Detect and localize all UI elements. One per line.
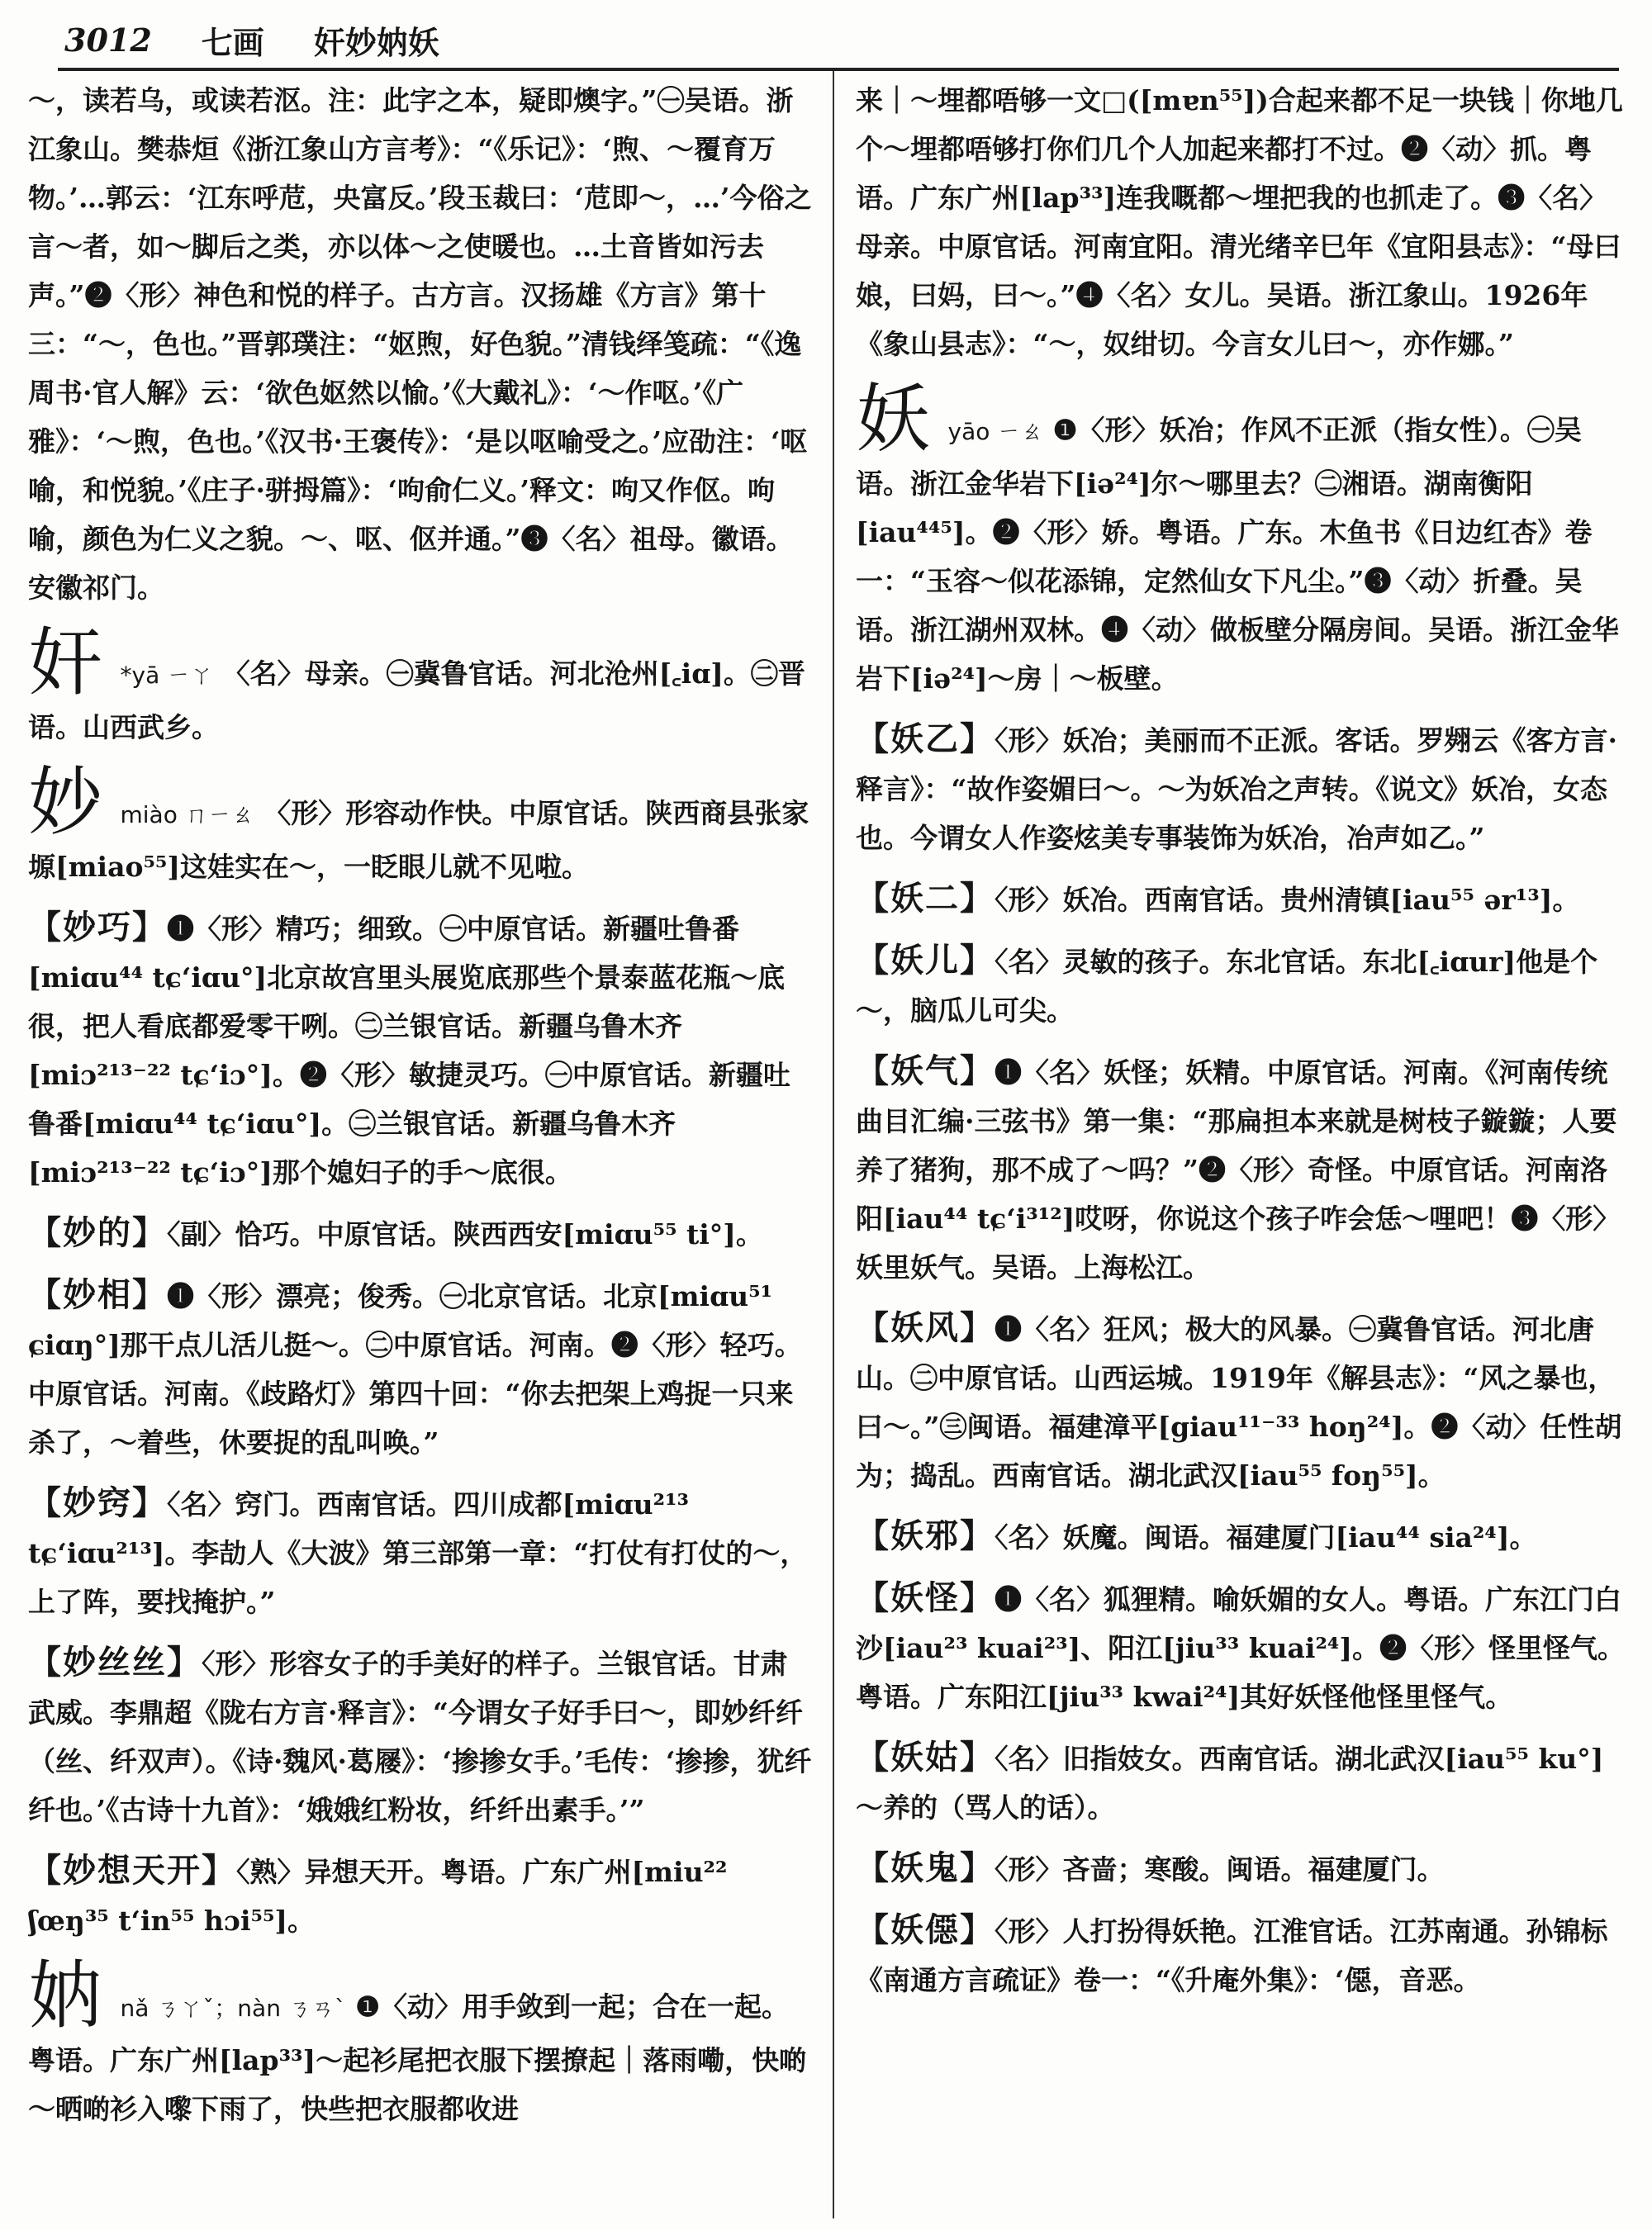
definition: 〈形〉形容动作快。中原官话。陕西商县张家塬[miao⁵⁵]这娃实在～，一眨眼儿就不见啦。 <box>28 797 809 883</box>
sub-entry <box>856 1046 1628 1292</box>
sub-headword: 【妙想天开】 <box>28 1851 236 1890</box>
definition: 〈副〉恰巧。中原官话。陕西西安[miɑu⁵⁵ ti°]。 <box>167 1218 763 1250</box>
sub-entry <box>856 1733 1628 1832</box>
pinyin: miào ㄇㄧㄠ <box>120 801 254 828</box>
stroke-section: 七画 <box>201 23 264 61</box>
definition: 〈名〉母亲。㊀冀鲁官话。河北沧州[꜀iɑ]。㊁晋语。山西武乡。 <box>28 657 805 743</box>
sub-headword: 【妖邪】 <box>856 1516 995 1555</box>
sub-headword: 【妖儿】 <box>856 941 995 980</box>
definition: 〈名〉灵敏的孩子。东北官话。东北[꜀iɑur]他是个～，脑瓜儿可尖。 <box>856 946 1598 1027</box>
sub-entry <box>856 1573 1628 1721</box>
sub-entry <box>28 1846 813 1945</box>
continued-entry: 来｜～埋都唔够一文□([mɐn⁵⁵])合起来都不足一块钱｜你地几个～埋都唔够打你们几个人加起来都打不过。❷〈动〉抓。粤语。广东广州[lap³³]连我嘅都～埋把我的也抓走了。❸〈名〉母亲。中原官话。河南宜阳。清光绪辛巳年《宜阳县志》：“母曰娘，曰妈，曰～。”❹〈名〉女儿。吴语。浙江象山。1926年《象山县志》：“～，奴绀切。今言女儿曰～，亦作娜。” <box>856 84 1623 360</box>
left-column <box>28 76 813 2215</box>
pinyin: nǎ ㄋㄚˇ；nàn ㄋㄢˋ <box>120 1995 346 2022</box>
sub-entry <box>856 1511 1628 1562</box>
entry-block <box>28 759 813 891</box>
definition: 〈熟〉异想天开。粤语。广东广州[miu²² ʃœŋ³⁵ tʻin⁵⁵ hɔi⁵⁵]。 <box>28 1856 728 1937</box>
sub-entry <box>28 1478 813 1626</box>
sub-headword: 【妙丝丝】 <box>28 1643 202 1682</box>
right-column <box>856 76 1628 2215</box>
page-number: 3012 <box>64 21 152 59</box>
headword: 奸 <box>28 619 102 706</box>
sub-headword: 【妖风】 <box>856 1308 995 1347</box>
headword: 妖 <box>856 376 930 463</box>
definition: ❶〈名〉狂风；极大的风暴。㊀冀鲁官话。河北唐山。㊁中原官话。山西运城。1919年《解县志》：“风之暴也，曰～。”㊂闽语。福建漳平[giau¹¹⁻³³ hoŋ²⁴]。❷〈动〉任性胡为；捣乱。西南官话。湖北武汉[iau⁵⁵ foŋ⁵⁵]。 <box>856 1313 1622 1492</box>
definition: 〈形〉形容女子的手美好的样子。兰银官话。甘肃武威。李鼎超《陇右方言·释言》：“今谓女子好手曰～，即妙纤纤（丝、纤双声）。《诗·魏风·葛屦》：‘掺掺女手。’毛传：‘掺掺，犹纤纤也。’《古诗十九首》：‘娥娥红粉妆，纤纤出素手。’” <box>28 1648 812 1826</box>
sub-entry <box>856 1303 1628 1500</box>
sub-entry <box>28 1638 813 1834</box>
sub-headword: 【妖乙】 <box>856 719 995 758</box>
definition: ❶〈形〉漂亮；俊秀。㊀北京官话。北京[miɑu⁵¹ ɕiɑŋ°]那干点儿活儿挺～。㊁中原官话。河南。❷〈形〉轻巧。中原官话。河南。《歧路灯》第四十回：“你去把架上鸡捉一只来杀了，～着些，休要捉的乱叫唤。” <box>28 1280 802 1459</box>
sub-entry <box>856 1905 1628 2005</box>
sub-entry <box>856 936 1628 1035</box>
definition: ❶〈形〉精巧；细致。㊀中原官话。新疆吐鲁番[miɑu⁴⁴ tɕʻiɑu°]北京故宫里头展览底那些个景泰蓝花瓶～底很，把人看底都爱零干咧。㊁兰银官话。新疆乌鲁木齐[miɔ²¹³⁻²² tɕʻiɔ°]。❷〈形〉敏捷灵巧。㊀中原官话。新疆吐鲁番[miɑu⁴⁴ tɕʻiɑu°]。㊁兰银官话。新疆乌鲁木齐[miɔ²¹³⁻²² tɕʻiɔ°]那个媳妇子的手～底很。 <box>28 913 790 1189</box>
sub-entry <box>856 874 1628 924</box>
definition: 〈形〉妖冶；美丽而不正派。客话。罗翙云《客方言·释言》：“故作姿媚曰～。～为妖冶之声转。《说文》妖冶，女态也。今谓女人作姿炫美专事装饰为妖冶，冶声如乙。” <box>856 724 1617 854</box>
definition: ❶〈形〉妖冶；作风不正派（指女性）。㊀吴语。浙江金华岩下[iə²⁴]尔～哪里去？㊁湘语。湖南衡阳[iau⁴⁴⁵]。❷〈形〉娇。粤语。广东。木鱼书《日边红杏》卷一：“玉容～似花添锦，定然仙女下凡尘。”❸〈动〉折叠。吴语。浙江湖州双林。❹〈动〉做板壁分隔房间。吴语。浙江金华岩下[iə²⁴]～房｜～板壁。 <box>856 414 1619 695</box>
sub-headword: 【妖僫】 <box>856 1910 995 1949</box>
pinyin: *yā ㄧㄚ <box>120 662 214 689</box>
headword: 妠 <box>28 1952 102 2039</box>
page-header <box>64 17 1609 63</box>
definition: 〈名〉窍门。西南官话。四川成都[miɑu²¹³ tɕʻiɑu²¹³]。李劼人《大波》第三部第一章：“打仗有打仗的～，上了阵，要找掩护。” <box>28 1488 808 1618</box>
column-divider <box>833 71 834 2218</box>
definition: ❶〈名〉狐狸精。喻妖媚的女人。粤语。广东江门白沙[iau²³ kuai²³]、阳江[jiu³³ kuai²⁴]。❷〈形〉怪里怪气。粤语。广东阳江[jiu³³ kwai²⁴]其好妖怪他怪里怪气。 <box>856 1583 1625 1713</box>
sub-headword: 【妖姑】 <box>856 1738 995 1777</box>
definition: ❶〈名〉妖怪；妖精。中原官话。河南。《河南传统曲目汇编·三弦书》第一集：“那扁担本来就是树枝子鏇鏇；人要养了猪狗，那不成了～吗？”❷〈形〉奇怪。中原官话。河南洛阳[iau⁴⁴ tɕʻi³¹²]哎呀，你说这个孩子咋会恁～哩吧！❸〈形〉妖里妖气。吴语。上海松江。 <box>856 1056 1621 1283</box>
header-chars: 奸妙妠妖 <box>313 23 439 61</box>
sub-headword: 【妙的】 <box>28 1213 167 1252</box>
definition: 〈形〉人打扮得妖艳。江淮官话。江苏南通。孙锦标《南通方言疏证》卷一：“《升庵外集》：‘僫，音恶。 <box>856 1915 1608 1996</box>
header-rule <box>58 68 1619 71</box>
entry-block <box>28 1952 813 2133</box>
sub-headword: 【妖二】 <box>856 879 995 918</box>
definition: 〈名〉旧指妓女。西南官话。湖北武汉[iau⁵⁵ ku°]～养的（骂人的话）。 <box>856 1743 1604 1824</box>
pinyin: yāo ㄧㄠ <box>947 418 1044 445</box>
headword: 妙 <box>28 759 102 846</box>
sub-headword: 【妖鬼】 <box>856 1848 995 1887</box>
definition: 〈形〉妖冶。西南官话。贵州清镇[iau⁵⁵ ər¹³]。 <box>995 884 1580 916</box>
sub-entry <box>856 714 1628 862</box>
sub-headword: 【妖怪】 <box>856 1578 995 1617</box>
sub-entry <box>28 1208 813 1259</box>
sub-headword: 【妙窍】 <box>28 1483 167 1522</box>
sub-headword: 【妖气】 <box>856 1051 995 1090</box>
sub-headword: 【妙相】 <box>28 1275 167 1314</box>
continued-entry: ～，读若乌，或读若沤。注：此字之本，疑即燠字。”㊀吴语。浙江象山。樊恭烜《浙江象山方言考》：“《乐记》：‘煦、～覆育万物。’…郭云：‘江东呼苊，央富反。’段玉裁曰：‘苊即～，…’今俗之言～者，如～脚后之类，亦以体～之使暖也。…土音皆如污去声。”❷〈形〉神色和悦的样子。古方言。汉扬雄《方言》第十三：“～，色也。”晋郭璞注：“妪煦，好色貌。”清钱绎笺疏：“《逸周书·官人解》云：‘欲色妪然以愉。’《大戴礼》：‘～作呕。’《广雅》：‘～煦，色也。’《汉书·王褒传》：‘是以呕喻受之。’应劭注：‘呕喻，和悦貌。’《庄子·骈拇篇》：‘呴俞仁义。’释文：呴又作伛。呴喻，颜色为仁义之貌。～、呕、伛并通。”❸〈名〉祖母。徽语。安徽祁门。 <box>28 84 812 604</box>
entry-block <box>856 376 1628 703</box>
sub-entry <box>856 1843 1628 1894</box>
sub-entry <box>28 903 813 1197</box>
definition: 〈形〉吝啬；寒酸。闽语。福建厦门。 <box>995 1853 1445 1886</box>
definition: 〈名〉妖魔。闽语。福建厦门[iau⁴⁴ sia²⁴]。 <box>995 1521 1537 1554</box>
sub-entry <box>28 1270 813 1467</box>
sub-headword: 【妙巧】 <box>28 908 167 947</box>
definition: ❶〈动〉用手敛到一起；合在一起。粤语。广东广州[lap³³]～起衫尾把衣服下摆撩起｜落雨嘞，快啲～晒啲衫入嚟下雨了，快些把衣服都收进 <box>28 1990 807 2125</box>
entry-block <box>28 619 813 752</box>
